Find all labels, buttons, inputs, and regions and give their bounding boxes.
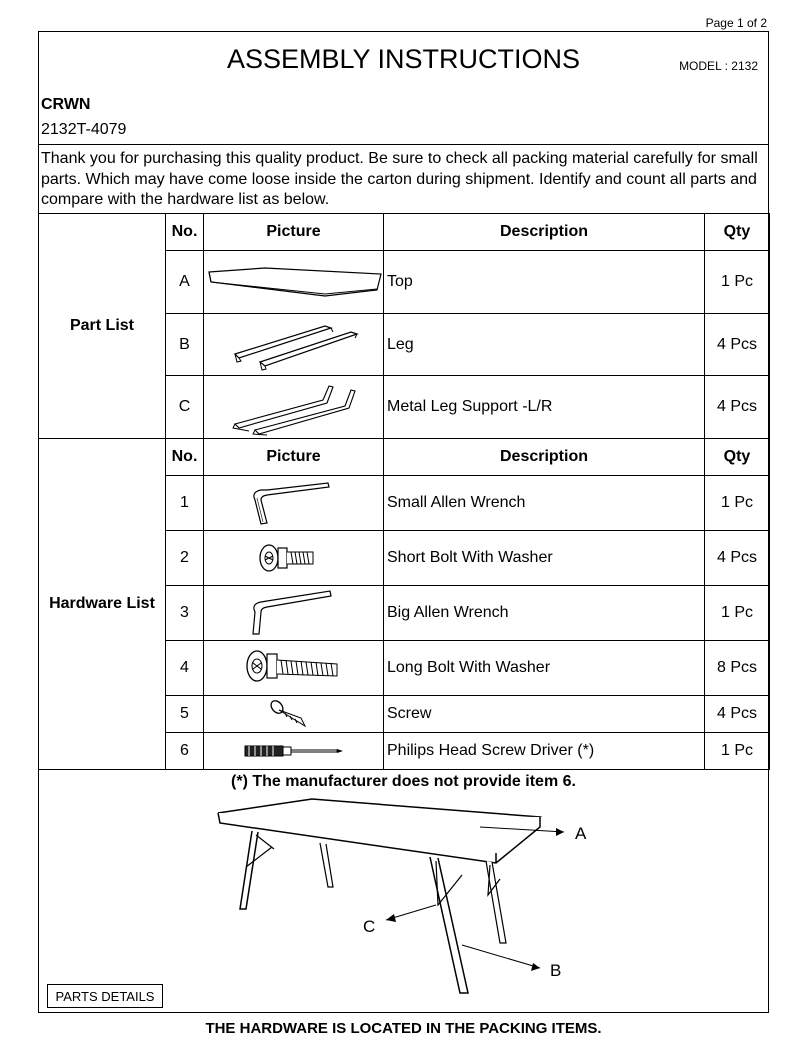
part-list-label: Part List <box>39 214 166 439</box>
part-picture <box>204 314 384 376</box>
hardware-no: 6 <box>166 733 204 770</box>
hardware-no: 3 <box>166 586 204 641</box>
hardware-description: Big Allen Wrench <box>384 586 705 641</box>
metal-leg-support-drawing <box>205 378 383 436</box>
col-header-description: Description <box>384 439 705 476</box>
brand-name: CRWN <box>41 96 91 113</box>
hardware-list-label: Hardware List <box>39 439 166 770</box>
callout-c: C <box>363 917 376 936</box>
hardware-qty: 4 Pcs <box>705 696 770 733</box>
part-qty: 4 Pcs <box>705 376 770 439</box>
part-description: Metal Leg Support -L/R <box>384 376 705 439</box>
hardware-qty: 8 Pcs <box>705 641 770 696</box>
screwdriver-icon <box>205 741 383 761</box>
product-sku: 2132T-4079 <box>41 121 127 138</box>
allen-wrench-big-icon <box>205 588 383 638</box>
hardware-picture <box>204 696 384 733</box>
hardware-description: Long Bolt With Washer <box>384 641 705 696</box>
page-title: ASSEMBLY INSTRUCTIONS <box>226 44 581 74</box>
part-description: Top <box>384 251 705 314</box>
parts-table <box>38 213 770 770</box>
col-header-picture: Picture <box>204 214 384 251</box>
hardware-description: Philips Head Screw Driver (*) <box>384 733 705 770</box>
hardware-qty: 1 Pc <box>705 586 770 641</box>
hardware-no: 5 <box>166 696 204 733</box>
part-description: Leg <box>384 314 705 376</box>
hardware-description: Screw <box>384 696 705 733</box>
tabletop-drawing <box>205 262 383 302</box>
model-number: MODEL : 2132 <box>679 59 758 73</box>
hardware-picture <box>204 531 384 586</box>
hardware-picture <box>204 733 384 770</box>
part-qty: 1 Pc <box>705 251 770 314</box>
hardware-picture <box>204 641 384 696</box>
callout-a: A <box>575 824 587 843</box>
hardware-no: 1 <box>166 476 204 531</box>
col-header-picture: Picture <box>204 439 384 476</box>
allen-wrench-small-icon <box>205 478 383 528</box>
part-no: B <box>166 314 204 376</box>
assembled-table-diagram <box>200 795 620 1005</box>
hardware-no: 2 <box>166 531 204 586</box>
page-number: Page 1 of 2 <box>705 16 767 30</box>
hardware-picture <box>204 586 384 641</box>
short-bolt-icon <box>205 538 383 578</box>
callout-b: B <box>550 961 562 980</box>
intro-text: Thank you for purchasing this quality product. Be sure to check all packing material carefully for small parts. Which may have come loose inside the carton during shipment. Identify and count all parts and compare with the hardware list as below. <box>41 150 758 208</box>
divider <box>38 144 769 145</box>
screw-icon <box>205 698 383 730</box>
manufacturer-note: (*) The manufacturer does not provide item 6. <box>231 773 576 790</box>
footer-note: THE HARDWARE IS LOCATED IN THE PACKING ITEMS. <box>205 1020 602 1037</box>
col-header-no: No. <box>166 439 204 476</box>
part-picture <box>204 251 384 314</box>
hardware-no: 4 <box>166 641 204 696</box>
col-header-no: No. <box>166 214 204 251</box>
hardware-description: Small Allen Wrench <box>384 476 705 531</box>
hardware-qty: 1 Pc <box>705 733 770 770</box>
hardware-qty: 1 Pc <box>705 476 770 531</box>
hardware-description: Short Bolt With Washer <box>384 531 705 586</box>
hardware-qty: 4 Pcs <box>705 531 770 586</box>
legs-drawing <box>205 318 383 372</box>
part-no: A <box>166 251 204 314</box>
col-header-qty: Qty <box>705 214 770 251</box>
part-qty: 4 Pcs <box>705 314 770 376</box>
parts-details-label: PARTS DETAILS <box>47 984 163 1008</box>
part-no: C <box>166 376 204 439</box>
part-picture <box>204 376 384 439</box>
col-header-description: Description <box>384 214 705 251</box>
col-header-qty: Qty <box>705 439 770 476</box>
long-bolt-icon <box>205 646 383 690</box>
hardware-picture <box>204 476 384 531</box>
